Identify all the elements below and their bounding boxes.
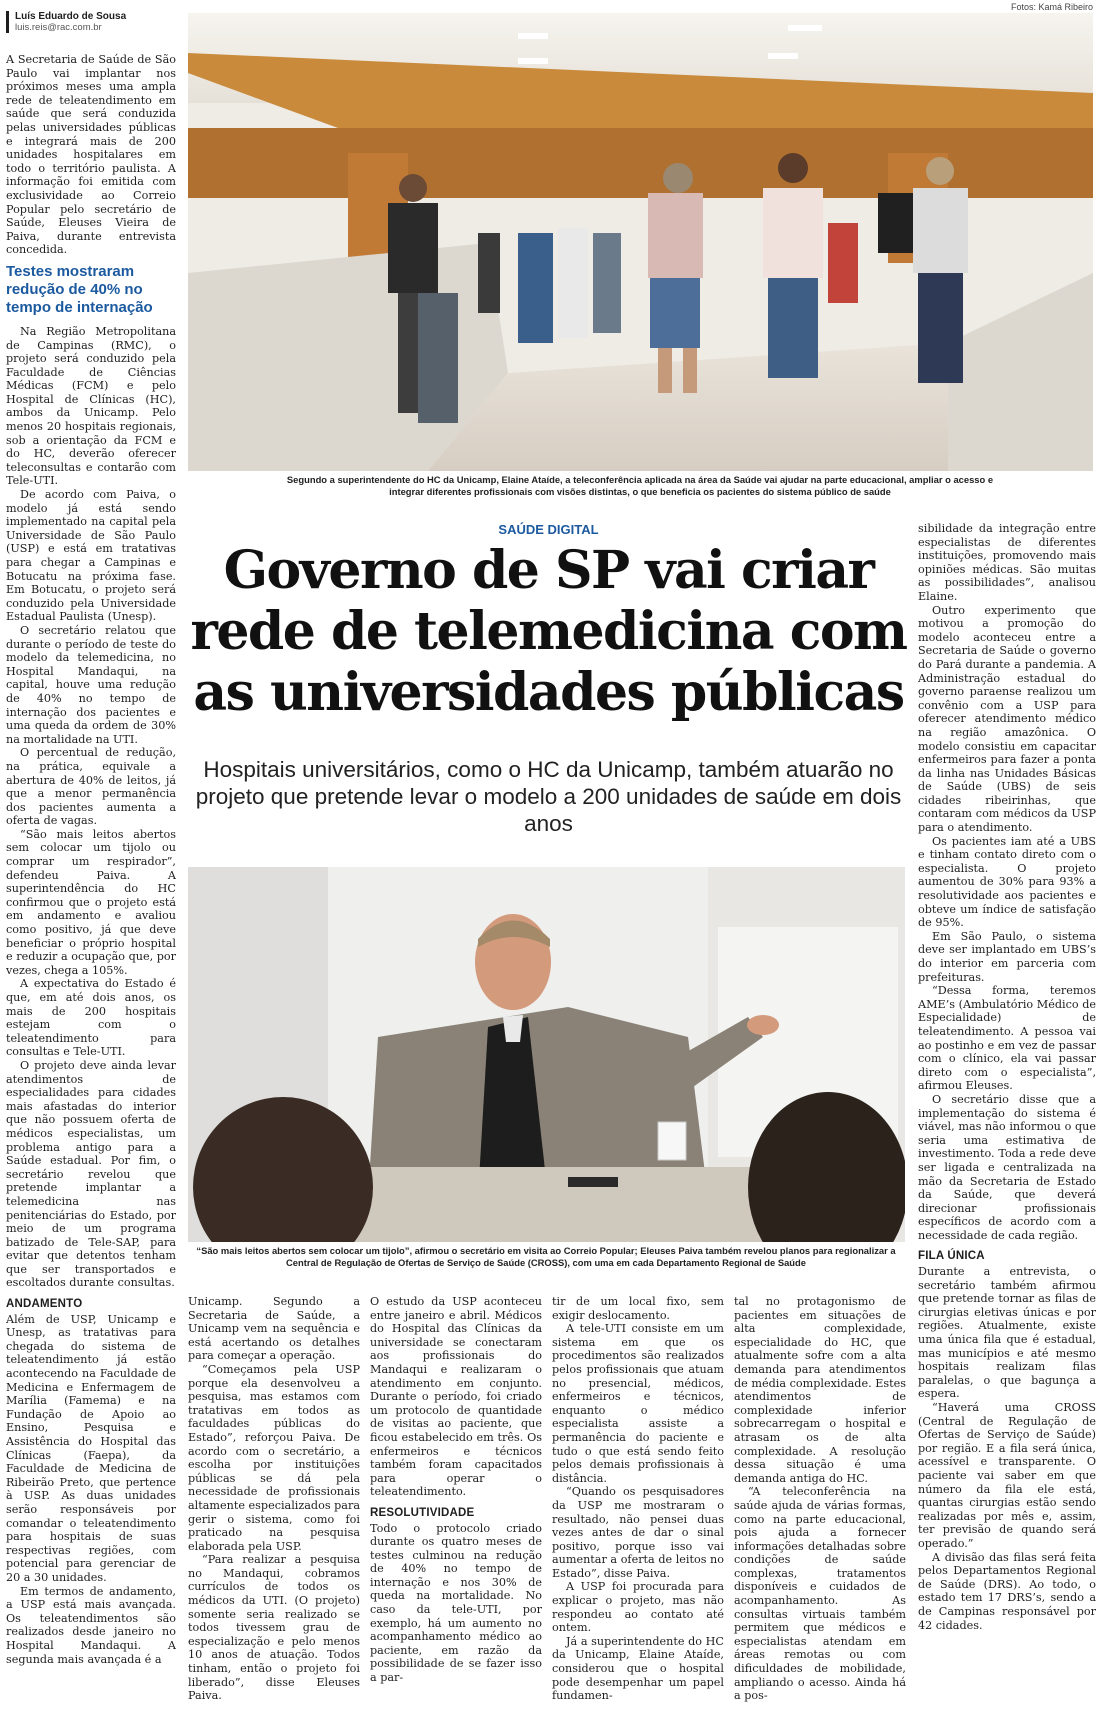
caption-top: Segundo a superintendente do HC da Unicamp, Elaine Ataíde, a teleconferência aplicada na área da Saúde vai ajudar na parte educacional, ampliar o acesso e integrar diferentes profissionais com visões distintas, o que beneficia os pacientes do sistema público de saúde [286, 474, 994, 497]
section-kicker: SAÚDE DIGITAL [498, 522, 599, 537]
article-column-4 [552, 1295, 724, 1705]
article-intro: A Secretaria de Saúde de São Paulo vai implantar nos próximos meses uma ampla rede de teleatendimento em saúde que será conduzida pelas universidades públicas e integrará mais de 200 unidades hospitalares em todo o território paulista. A informação foi emitida com exclusividade ao Correio Popular pelo secretário de Saúde, Eleuses Vieira de Paiva, durante entrevista concedida. [6, 53, 176, 257]
paragraph: “São mais leitos abertos sem colocar um tijolo ou comprar um respirador”, defendeu Paiva. A superintendência do HC confirmou que o projeto está em andamento e avaliou como positivo, já que deve beneficiar o próprio hospital e reduzir a ocupação que, por vezes, chega a 105%. [6, 827, 176, 977]
paragraph: “Haverá uma CROSS (Central de Regulação de Ofertas de Serviço de Saúde) por região. E a fila será única, acessível e transparente. O paciente vai saber em que número da fila ele está, quantas cirurgias estão sendo realizadas por mês e, assim, ter previsão de quando será operado.” [918, 1401, 1096, 1550]
author-email[interactable]: luis.reis@rac.com.br [15, 22, 102, 33]
headline: Governo de SP vai criar rede de telemedicina com as universidades públicas [190, 540, 907, 723]
paragraph: O estudo da USP aconteceu entre janeiro e abril. Médicos do Hospital das Clínicas da universidade se conectaram aos profissionais do Mandaqui e realizaram o atendimento em conjunto. Durante o período, foi criado um protocolo de quantidade de visitas ao paciente, que ficou estabelecido em três. Os enfermeiros e técnicos também foram capacitados para operar o teleatendimento. [370, 1295, 542, 1499]
paragraph: Unicamp. Segundo a Secretaria de Saúde, a Unicamp vem na sequência e está acertando os detalhes para começar a operação. [188, 1295, 360, 1363]
paragraph: O projeto deve ainda levar atendimentos de especialidades para cidades mais afastadas do interior que não possuem oferta de médicos especialistas, um problema antigo para a Saúde estadual. Por fim, o secretário revelou que pretende implantar a telemedicina nas penitenciárias do Estado, por meio de um programa batizado de Tele-SAP, para evitar que detentos tenham que ser transportados e escoltados durante consultas. [6, 1058, 176, 1290]
photo-credit: Fotos: Kamá Ribeiro [1010, 2, 1093, 12]
paragraph: “Começamos pela USP porque ela desenvolveu a pesquisa, mas estamos com tratativas em todos as faculdades públicas do Estado”, reforçou Paiva. De acordo com o secretário, a escolha por instituições públicas se dá pela necessidade de profissionais altamente especializados para gerir o sistema, como foi praticado na pesquisa elaborada pela USP. [188, 1362, 360, 1553]
secretary-photo-image [188, 867, 905, 1242]
paragraph: “Para realizar a pesquisa no Mandaqui, cobramos currículos de todos os médicos da UTI. (O projeto) somente seria realizado se todos tivessem grau de especialização e pelo menos 10 anos de atuação. Todos tinham, então o projeto foi liberado”, disse Eleuses Paiva. [188, 1553, 360, 1703]
paragraph: Além de USP, Unicamp e Unesp, as tratativas para chegada do sistema de teleatendimento já estão acontecendo na Faculdade de Medicina e Enfermagem de Marília (Famema) e na Fundação de Apoio ao Ensino, Pesquisa e Assistência do Hospital das Clínicas (Faepa), da Faculdade de Medicina de Ribeirão Preto, que pertence à USP. As duas unidades serão responsáveis por comandar o teleatendimento para hospitais de suas respectivas regiões, com potencial para gerenciar de 20 a 30 unidades. [6, 1312, 176, 1584]
paragraph: Em termos de andamento, a USP está mais avançada. Os teleatendimentos são realizados desde janeiro no Hospital Mandaqui. A segunda mais avançada é a [6, 1584, 176, 1666]
paragraph: A expectativa do Estado é que, em até dois anos, os mais de 200 hospitais estejam com o teleatendimento para consultas e Tele-UTI. [6, 977, 176, 1059]
article-column-1 [6, 53, 176, 1705]
author-name: Luís Eduardo de Sousa [15, 11, 127, 22]
section-heading: ANDAMENTO [6, 1298, 83, 1311]
paragraph: Em São Paulo, o sistema deve ser implantado em UBS’s do interior em parceria com prefeituras. [918, 929, 1096, 984]
paragraph: A tele-UTI consiste em um sistema em que os procedimentos são realizados pelos profissionais que atuam no presencial, médicos, enfermeiros e técnicos, enquanto o médico especialista assiste a permanência do paciente e tudo o que está sendo feito pelos demais profissionais à distância. [552, 1322, 724, 1485]
secretary-photo [188, 867, 905, 1242]
paragraph: Outro experimento que motivou a promoção do modelo aconteceu entre a Secretaria de Saúde o governo do Pará durante a pandemia. A Administração estadual do governo paraense realizou um convênio com a USP para oferecer atendimento médico na região amazônica. O modelo consistiu em capacitar enfermeiros para fazer a ponta da linha nas Unidades Básicas de Saúde (UBS) de seis cidades ribeirinhas, que contaram com médicos da USP para o atendimento. [918, 603, 1096, 835]
paragraph: Na Região Metropolitana de Campinas (RMC), o projeto será conduzido pela Faculdade de Ciências Médicas (FCM) e pelo Hospital de Clínicas (HC), ambos da Unicamp. Pelo menos 20 hospitais regionais, sob a orientação da FCM e do HC, deverão oferecer teleconsultas e contarão com Tele-UTI. [6, 324, 176, 488]
paragraph: Todo o protocolo criado durante os quatro meses de testes culminou na redução de 40% no tempo de internação e nos 30% de queda na mortalidade. No caso da tele-UTI, por exemplo, há um aumento no acompanhamento médico ao paciente, em razão da possibilidade de se fazer isso a par- [370, 1521, 542, 1685]
section-heading: FILA ÚNICA [918, 1250, 985, 1263]
corridor-photo-image [188, 13, 1093, 471]
paragraph: O secretário disse que a implementação do sistema é viável, mas não informou o que seria uma estimativa de investimento. Toda a rede deve ser ligada e centralizada na mão da Secretaria de Estado da Saúde, que deverá direcionar profissionais específicos de acordo com a necessidade de cada região. [918, 1092, 1096, 1242]
article-subtitle: Testes mostraram redução de 40% no tempo de internação [6, 262, 153, 316]
article-column-3 [370, 1295, 542, 1705]
paragraph: De acordo com Paiva, o modelo já está sendo implementado na capital pela Universidade de São Paulo (USP) e está em tratativas para chegar a Campinas e Botucatu na próxima fase. Em Botucatu, o projeto será conduzido pela Universidade Estadual Paulista (Unesp). [6, 488, 176, 624]
paragraph: O percentual de redução, na prática, equivale a abertura de 40% de leitos, já que a menor permanência dos pacientes aumenta a oferta de vagas. [6, 746, 176, 828]
article-column-2 [188, 1295, 360, 1705]
paragraph: Durante a entrevista, o secretário também afirmou que pretende tornar as filas de cirurgias eletivas únicas e por regiões. Atualmente, existe uma única fila que é estadual, mas municípios e até mesmo hospitais realizam filas paralelas, o que bagunça a espera. [918, 1265, 1096, 1401]
paragraph: Já a superintendente do HC da Unicamp, Elaine Ataíde, considerou que o hospital pode desempenhar um papel fundamen- [552, 1634, 724, 1703]
section-heading: RESOLUTIVIDADE [370, 1506, 475, 1519]
paragraph: tal no protagonismo de pacientes em situações de alta complexidade, especialidade do HC, que atualmente sofre com a alta demanda para atendimentos de média complexidade. Estes atendimentos de complexidade inferior sobrecarregam o hospital e atrasam os de alta complexidade. A resolução dessa situação é uma demanda antiga do HC. [734, 1295, 906, 1485]
paragraph: Os pacientes iam até a UBS e tinham contato direto com o especialista. O projeto aumentou de 30% para 93% a resolutividade aos pacientes e obteve um índice de satisfação de 95%. [918, 834, 1096, 930]
corridor-photo [188, 13, 1093, 471]
paragraph: tir de um local fixo, sem exigir deslocamento. [552, 1295, 724, 1322]
caption-middle: “São mais leitos abertos sem colocar um tijolo”, afirmou o secretário em visita ao Correio Popular; Eleuses Paiva também revelou planos para regionalizar a Central de Regulação de Ofertas de Serviço de Saúde (CROSS), com uma em cada Departamento Regional de Saúde [196, 1245, 896, 1268]
paragraph: sibilidade da integração entre especialistas de diferentes instituições, promovendo mais opiniões médicas. São muitas as possibilidades”, analisou Elaine. [918, 522, 1096, 603]
byline [6, 11, 186, 33]
article-column-6 [918, 522, 1096, 1705]
paragraph: A USP foi procurada para explicar o projeto, mas não respondeu ao contato até ontem. [552, 1580, 724, 1635]
paragraph: O secretário relatou que durante o período de teste do modelo da telemedicina, no Hospital Mandaqui, na capital, houve uma redução de 40% no tempo de internação dos pacientes e uma queda da ordem de 30% na mortalidade na UTI. [6, 623, 176, 746]
paragraph: A divisão das filas será feita pelos Departamentos Regional de Saúde (DRS). Ao todo, o estado tem 17 DRS’s, sendo a de Campinas responsável por 42 cidades. [918, 1550, 1096, 1632]
paragraph: “A teleconferência na saúde ajuda de várias formas, como na parte educacional, pois ajuda a fornecer informações detalhadas sobre condições de saúde complexas, tratamentos disponíveis e cuidados de acompanhamento. As consultas virtuais também permitem que médicos e especialistas atendam em áreas remotas ou com dificuldades de mobilidade, ampliando o acesso. Ainda há a pos- [734, 1485, 906, 1703]
paragraph: “Dessa forma, teremos AME’s (Ambulatório Médico de Especialidade) de teleatendimento. A pessoa vai ao postinho e em vez de passar com o clínico, ela vai passar direto com o especialista”, afirmou Eleuses. [918, 984, 1096, 1093]
subheadline: Hospitais universitários, como o HC da Unicamp, também atuarão no projeto que pretende levar o modelo a 200 unidades de saúde em dois anos [195, 757, 902, 836]
article-column-5 [734, 1295, 906, 1705]
paragraph: “Quando os pesquisadores da USP me mostraram o resultado, não pensei duas vezes antes de dar o sinal positivo, porque isso vai aumentar a oferta de leitos no Estado”, disse Paiva. [552, 1485, 724, 1580]
